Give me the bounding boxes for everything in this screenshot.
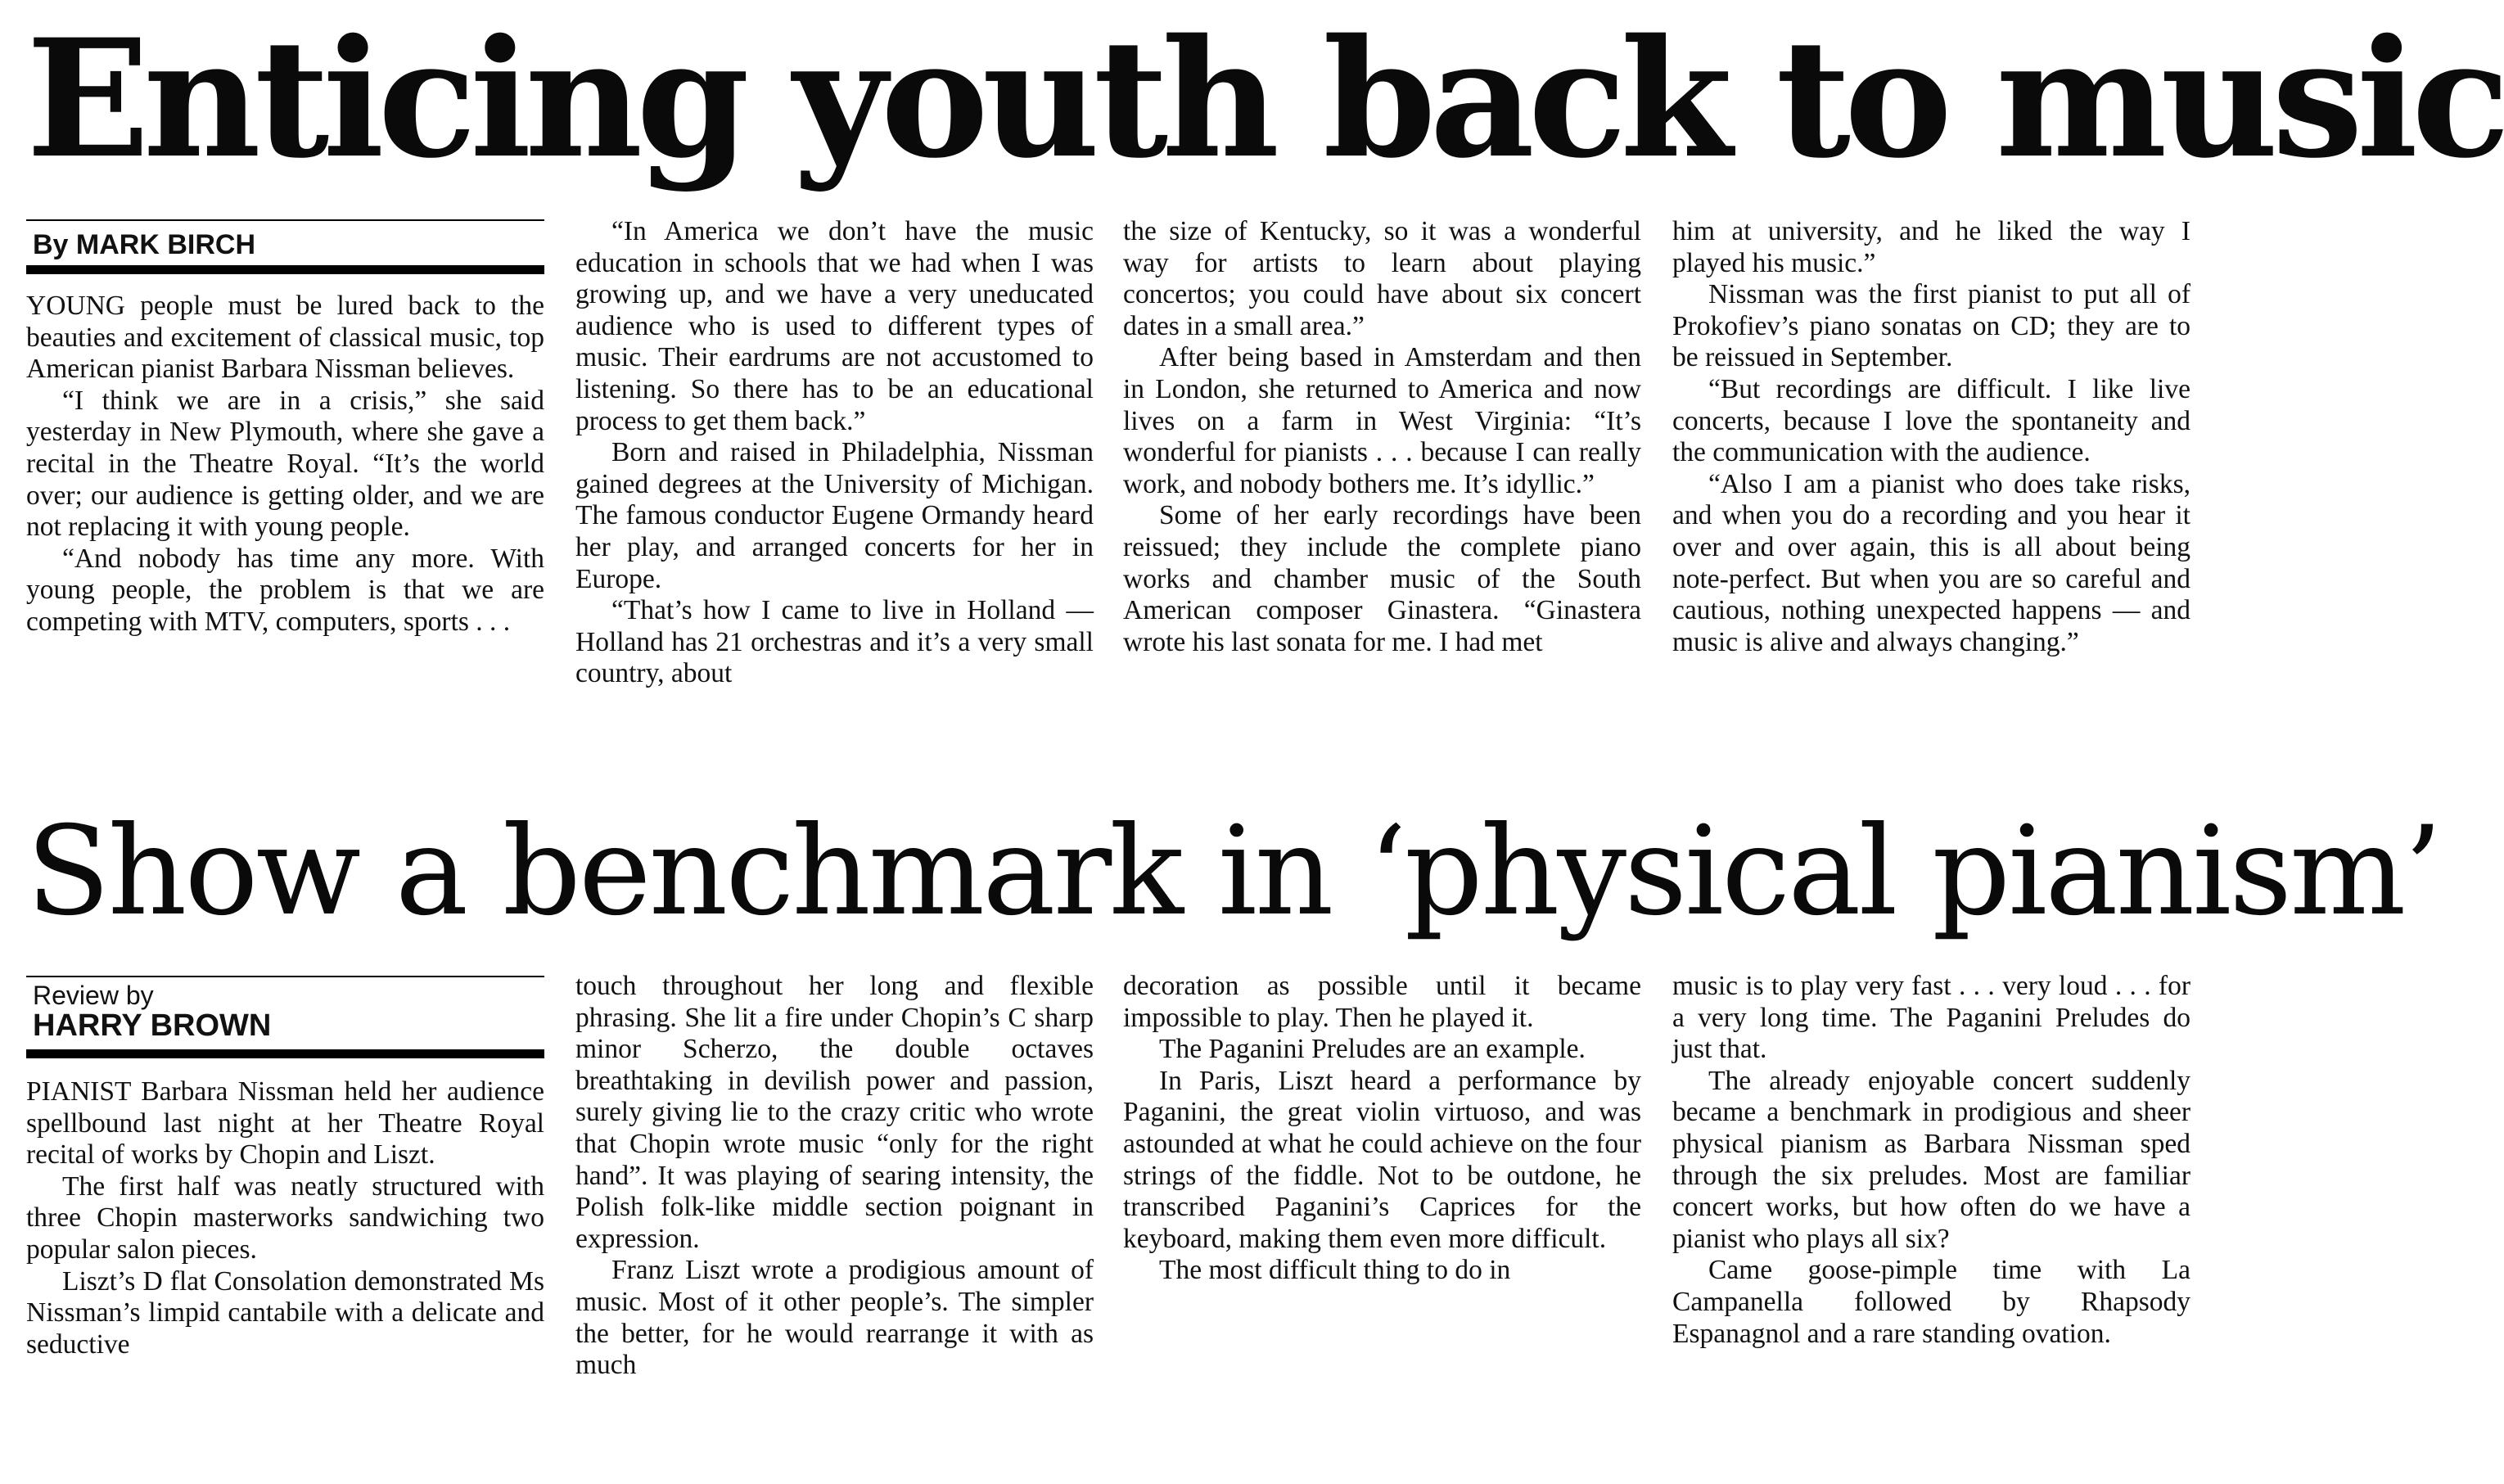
headline-article-1: Enticing youth back to music (26, 3, 2504, 194)
paragraph: The first half was neatly structured with three Chopin masterworks sandwiching two popular salon pieces. (26, 1171, 544, 1265)
review-byline-block (26, 976, 544, 1058)
paragraph: “And nobody has time any more. With young people, the problem is that we are competing with MTV, computers, sports . . . (26, 543, 544, 637)
article-1-column-1 (26, 219, 544, 638)
paragraph: After being based in Amsterdam and then in London, she returned to America and now lives on a farm in West Virginia: “It’s wonderful for pianists . . . because I can really work, and nobody bothers me. It’s idyllic.” (1123, 342, 1641, 499)
byline-rule-bottom (26, 1049, 544, 1058)
paragraph: “I think we are in a crisis,” she said yesterday in New Plymouth, where she gave a recital in the Theatre Royal. “It’s the world over; our audience is getting older, and we are not replacing it with young people. (26, 385, 544, 543)
article-1-column-2 (575, 216, 1094, 690)
article-1-column-3 (1123, 216, 1641, 658)
byline-block (26, 219, 544, 274)
paragraph: decoration as possible until it became impossible to play. Then he played it. (1123, 971, 1641, 1033)
paragraph: Came goose-pimple time with La Campanella followed by Rhapsody Espanagnol and a rare standing ovation. (1672, 1255, 2190, 1349)
reviewer-name: HARRY BROWN (33, 1008, 272, 1043)
article-2-column-1 (26, 976, 544, 1360)
paragraph: “Also I am a pianist who does take risks, and when you do a recording and you hear it over and over again, this is all about being note-perfect. But when you are so careful and cautious, nothing unexpected happens — and music is alive and always changing.” (1672, 468, 2190, 657)
paragraph: The Paganini Preludes are an example. (1159, 1034, 1586, 1065)
article-1-column-4 (1672, 216, 2190, 658)
paragraph: “That’s how I came to live in Holland — Holland has 21 orchestras and it’s a very small country, about (575, 595, 1094, 689)
paragraph: In Paris, Liszt heard a performance by Paganini, the great violin virtuoso, and was astounded at what he could achieve on the four strings of the fiddle. Not to be outdone, he transcribed Paganini’s Caprices for the keyboard, making them even more difficult. (1123, 1065, 1641, 1254)
paragraph: “In America we don’t have the music education in schools that we had when I was growing up, and we have a very uneducated audience who is used to different types of music. Their eardrums are not accustomed to listening. So there has to be an educational process to get them back.” (575, 216, 1094, 436)
paragraph: PIANIST Barbara Nissman held her audience spellbound last night at her Theatre Royal recital of works by Chopin and Liszt. (26, 1076, 544, 1171)
review-by-label: Review by (33, 981, 154, 1010)
byline: By MARK BIRCH (33, 229, 255, 260)
article-2-column-2 (575, 971, 1094, 1382)
paragraph: him at university, and he liked the way I played his music.” (1672, 216, 2190, 278)
paragraph: Liszt’s D flat Consolation demonstrated Ms Nissman’s limpid cantabile with a delicate and seductive (26, 1265, 544, 1360)
article-2-column-4 (1672, 971, 2190, 1350)
paragraph: “But recordings are difficult. I like live concerts, because I love the spontaneity and the communication with the audience. (1672, 373, 2190, 468)
paragraph: YOUNG people must be lured back to the beauties and excitement of classical music, top American pianist Barbara Nissman believes. (26, 291, 544, 385)
paragraph: Born and raised in Philadelphia, Nissman gained degrees at the University of Michigan. The famous conductor Eugene Ormandy heard her play, and arranged concerts for her in Europe. (575, 437, 1094, 594)
byline-rule-bottom (26, 265, 544, 274)
paragraph: music is to play very fast . . . very loud . . . for a very long time. The Paganini Preludes do just that. (1672, 971, 2190, 1065)
paragraph: The most difficult thing to do in (1159, 1255, 1511, 1286)
headline-article-2: Show a benchmark in ‘physical pianism’ (26, 801, 2441, 943)
paragraph: The already enjoyable concert suddenly became a benchmark in prodigious and sheer physical pianism as Barbara Nissman sped through the six preludes. Most are familiar concert works, but how often do we have a pianist who plays all six? (1672, 1065, 2190, 1254)
paragraph: Nissman was the first pianist to put all of Prokofiev’s piano sonatas on CD; they are to be reissued in September. (1672, 279, 2190, 373)
article-2-column-3 (1123, 971, 1641, 1287)
paragraph: Franz Liszt wrote a prodigious amount of music. Most of it other people’s. The simpler the better, for he would rearrange it with as much (575, 1255, 1094, 1381)
paragraph: touch throughout her long and flexible phrasing. She lit a fire under Chopin’s C sharp minor Scherzo, the double octaves breathtaking in devilish power and passion, surely giving lie to the crazy critic who wrote that Chopin wrote music “only for the right hand”. It was playing of searing intensity, the Polish folk-like middle section poignant in expression. (575, 971, 1094, 1254)
paragraph: Some of her early recordings have been reissued; they include the complete piano works and chamber music of the South American composer Ginastera. “Ginastera wrote his last sonata for me. I had met (1123, 500, 1641, 657)
paragraph: the size of Kentucky, so it was a wonderful way for artists to learn about playing concertos; you could have about six concert dates in a small area.” (1123, 216, 1641, 341)
